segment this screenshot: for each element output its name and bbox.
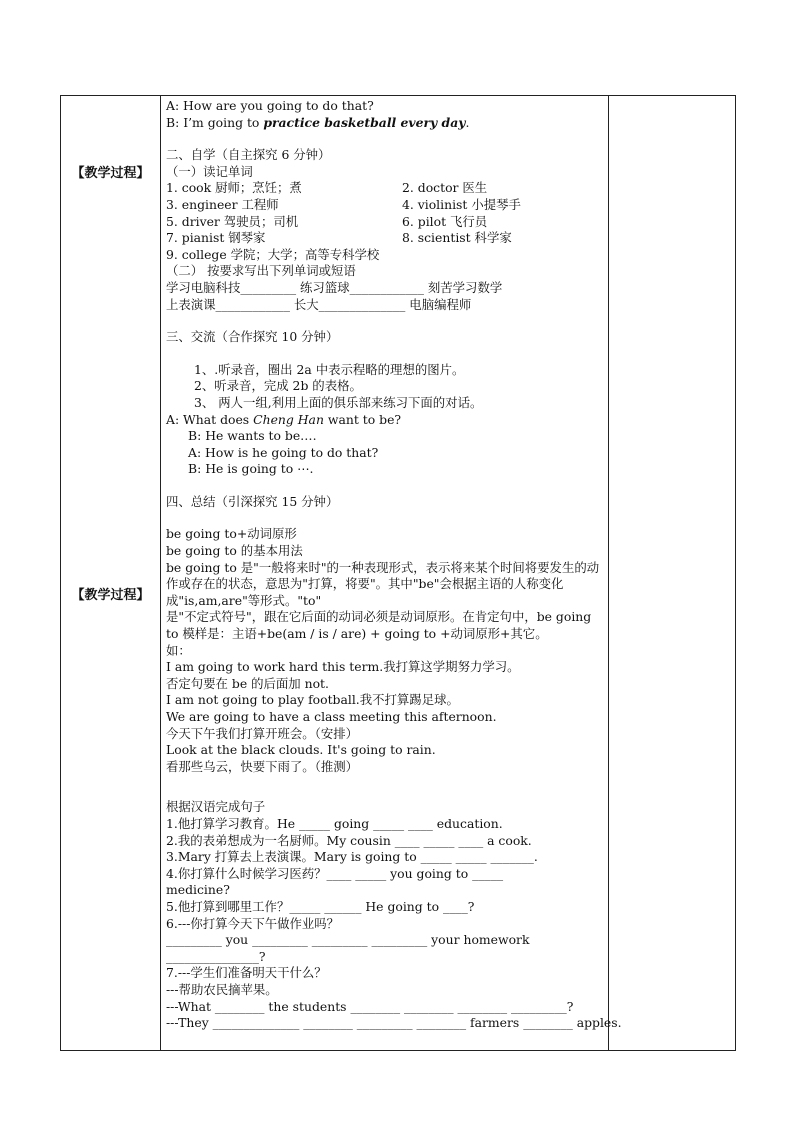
vocab-item-9: 9. college 学院；大学；高等专科学校: [166, 246, 380, 262]
exercise-q1: 1.他打算学习教育。He _____ going _____ ____ education.: [166, 815, 503, 831]
example-line: 今天下午我们打算开班会。（安排）: [166, 725, 359, 741]
vocab-item: 3. engineer 工程师: [166, 196, 279, 212]
practice-line: A: How is he going to do that?: [188, 444, 379, 460]
section2-title: 二、自学（自主探究 6 分钟）: [166, 147, 331, 163]
practice-question: [166, 412, 604, 429]
section4-title: 四、总结（引深探究 15 分钟）: [166, 493, 339, 509]
example-intro: 如：: [166, 642, 191, 658]
example-line: Look at the black clouds. It's going to rain.: [166, 742, 436, 758]
example-line: 否定句要在 be 的后面加 not.: [166, 675, 329, 691]
vocab-row: [166, 230, 604, 247]
exercise-title: 根据汉语完成句子: [166, 799, 266, 815]
vocab-item: 2. doctor 医生: [402, 180, 488, 196]
example-line: 看那些乌云，快要下雨了。（推测）: [166, 758, 359, 774]
row-label-teaching-process-2: 【教学过程】: [71, 588, 150, 603]
listening-task-1: 1、.听录音，圈出 2a 中表示程略的理想的图片。: [194, 361, 465, 377]
practice-line: B: He is going to ⋯.: [188, 461, 314, 477]
vocab-item: 4. violinist 小提琴手: [402, 196, 521, 212]
pair-work-task: 3、 两人一组,利用上面的俱乐部来练习下面的对话。: [194, 394, 483, 410]
grammar-paragraph-2: 是"不定式符号"，跟在它后面的动词必须是动词原形。在肯定句中，be going to 模样是：主语+be(am / is / are) + going to +动词原形+其它。: [166, 609, 592, 642]
exercise-q5: 5.他打算到哪里工作？_____ ______ He going to ____?: [166, 898, 475, 914]
dialog-line-b: [166, 115, 604, 132]
question-prefix: A: What does: [166, 411, 254, 427]
section3-title: 三、交流（合作探究 10 分钟）: [166, 329, 339, 345]
exercise-q7: 7.---学生们准备明天干什么？: [166, 965, 327, 981]
exercise-q7-answer-line-1: ---What ________ the students ________ ________ ________ _________?: [166, 998, 574, 1014]
exercise-q4b: medicine?: [166, 882, 230, 898]
question-name: Cheng Han: [253, 411, 324, 427]
phrase-line-1: 学习电脑科技_________ 练习篮球____________ 刻苦学习数学: [166, 279, 503, 295]
vocab-row: [166, 214, 604, 231]
section2-subtitle-vocab: （一）读记单词: [166, 163, 253, 179]
vocab-item: 5. driver 驾驶员；司机: [166, 213, 299, 229]
column-divider-right: [608, 96, 609, 1050]
dialog-b-emphasis: practice basketball every day: [263, 114, 466, 130]
practice-line: B: He wants to be….: [188, 428, 317, 444]
exercise-q7-answer-cn: ---帮助农民摘苹果。: [166, 981, 278, 997]
vocab-row: [166, 197, 604, 214]
grammar-paragraph-1: be going to 是"一般将来时"的一种表现形式，表示将来某个时间将要发生的动作或存在的状态，意思为"打算，将要"。其中"be"会根据主语的人称变化成"is,am,are"等形式。"to": [166, 559, 600, 608]
vocab-row: [166, 180, 604, 197]
exercise-q2: 2.我的表弟想成为一名厨师。My cousin ____ _____ ____ a cook.: [166, 832, 532, 848]
question-suffix: want to be?: [323, 411, 402, 427]
example-line: I am not going to play football.我不打算踢足球。: [166, 692, 459, 708]
exercise-q3: 3.Mary 打算去上表演课。Mary is going to _____ _____ _______.: [166, 849, 538, 865]
grammar-line-2: be going to 的基本用法: [166, 543, 303, 559]
phrase-line-2: 上表演课____________ 长大______________ 电脑编程师: [166, 296, 472, 312]
grammar-line-1: be going to+动词原形: [166, 526, 297, 542]
example-line: We are going to have a class meeting this afternoon.: [166, 709, 497, 724]
row-label-teaching-process-1: 【教学过程】: [71, 166, 150, 181]
exercise-q6-answer-line-1: _________ you _________ _________ _________ your homework: [166, 932, 530, 948]
exercise-q6-answer-line-2: _______________?: [166, 948, 266, 964]
vocab-item: 1. cook 厨师；烹饪；煮: [166, 180, 302, 196]
dialog-b-suffix: .: [465, 114, 470, 130]
vocab-item: 8. scientist 科学家: [402, 230, 512, 246]
dialog-line-a: A: How are you going to do that?: [166, 98, 374, 113]
dialog-b-prefix: B: I’m going to: [166, 114, 264, 130]
exercise-q7-answer-line-2: ---They ______________ ________ _________ ________ farmers ________ apples.: [166, 1015, 622, 1031]
exercise-q4a: 4.你打算什么时候学习医药？____ _____ you going to _____: [166, 865, 504, 881]
exercise-q6: 6.---你打算今天下午做作业吗？: [166, 915, 340, 931]
vocab-item: 7. pianist 钢琴家: [166, 230, 266, 246]
column-divider-left: [160, 96, 161, 1050]
main-content-cell: [166, 98, 622, 1032]
section2-subtitle-phrases: （二） 按要求写出下列单词或短语: [166, 263, 356, 279]
listening-task-2: 2、听录音，完成 2b 的表格。: [194, 378, 362, 394]
lesson-table: [60, 95, 736, 1051]
example-line: I am going to work hard this term.我打算这学期努力学习。: [166, 659, 520, 675]
vocab-item: 6. pilot 飞行员: [402, 213, 488, 229]
